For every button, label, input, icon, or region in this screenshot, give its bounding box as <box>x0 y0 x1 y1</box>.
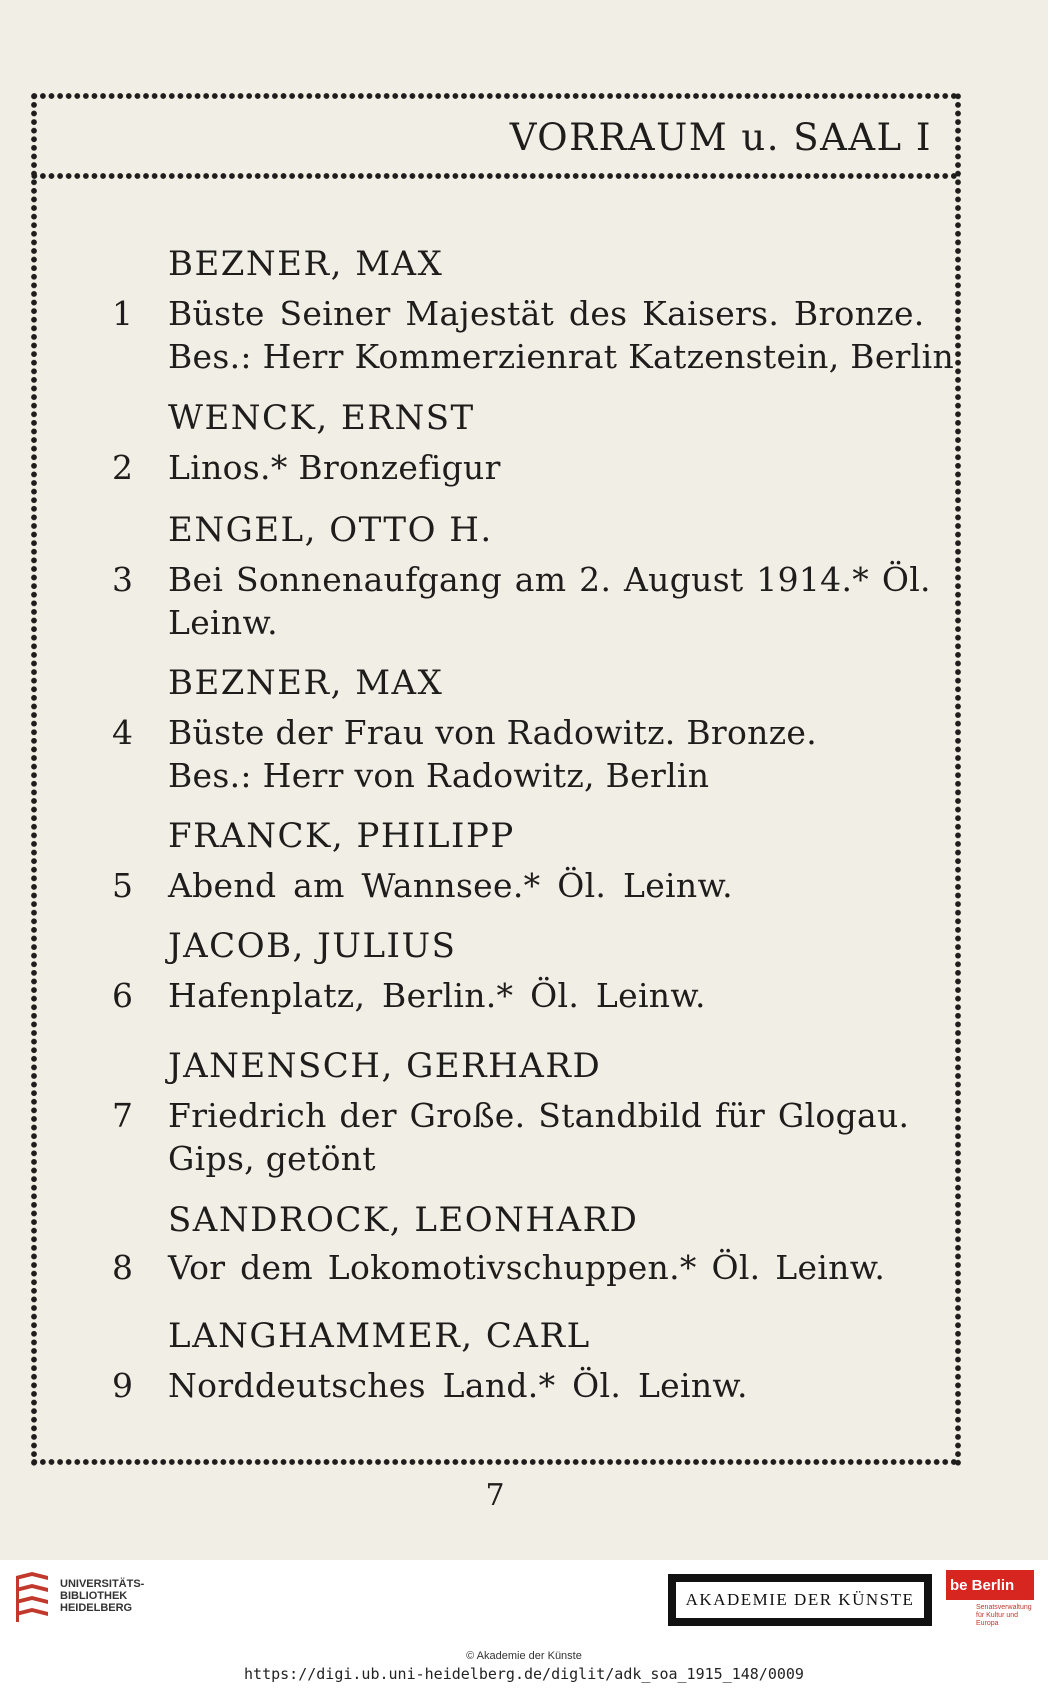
work-description: Abend am Wannsee.* Öl. Leinw. <box>168 866 733 905</box>
permalink-url[interactable]: https://digi.ub.uni-heidelberg.de/diglit/adk_soa_1915_148/0009 <box>244 1665 804 1683</box>
work-description: Bei Sonnenaufgang am 2. August 1914.* Öl. <box>168 560 931 599</box>
frame-left-dots <box>30 92 38 1466</box>
artist-name: LANGHAMMER, CARL <box>168 1316 591 1356</box>
work-material: Gips, getönt <box>168 1139 376 1178</box>
work-description: Büste Seiner Majestät des Kaisers. Bronze. <box>168 294 925 333</box>
artist-name: BEZNER, MAX <box>168 663 444 703</box>
work-description: Vor dem Lokomotivschuppen.* Öl. Leinw. <box>168 1248 886 1287</box>
be-small-line: für Kultur und Europa <box>976 1612 1019 1627</box>
catalog-number: 8 <box>112 1248 133 1287</box>
work-description: Hafenplatz, Berlin.* Öl. Leinw. <box>168 976 706 1015</box>
be-small-line: Senatsverwaltung <box>976 1604 1032 1611</box>
work-description: Friedrich der Große. Standbild für Glogau. <box>168 1096 910 1135</box>
be-berlin-label: be Berlin <box>946 1570 1034 1600</box>
artist-name: JACOB, JULIUS <box>168 926 457 966</box>
ub-heidelberg-text[interactable] <box>60 1578 144 1614</box>
senatsverwaltung-text <box>976 1604 1034 1628</box>
copyright-notice: © Akademie der Künste <box>466 1650 582 1662</box>
frame-right-dots <box>954 92 962 1466</box>
catalog-number: 3 <box>112 560 133 599</box>
ub-heidelberg-logo-icon[interactable] <box>12 1570 52 1626</box>
artist-name: ENGEL, OTTO H. <box>168 510 493 550</box>
frame-header-divider-dots <box>30 172 960 180</box>
artist-name: JANENSCH, GERHARD <box>168 1046 602 1086</box>
catalog-number: 7 <box>112 1096 133 1135</box>
be-berlin-logo[interactable] <box>946 1570 1034 1628</box>
section-title: VORRAUM u. SAAL I <box>509 116 932 159</box>
catalog-number: 1 <box>112 294 133 333</box>
ub-text-line: UNIVERSITÄTS- <box>60 1578 145 1590</box>
artist-name: FRANCK, PHILIPP <box>168 816 515 856</box>
work-description: Norddeutsches Land.* Öl. Leinw. <box>168 1366 748 1405</box>
ub-text-line: HEIDELBERG <box>60 1602 133 1614</box>
ub-text-line: BIBLIOTHEK <box>60 1590 128 1602</box>
artist-name: SANDROCK, LEONHARD <box>168 1200 639 1240</box>
catalog-number: 9 <box>112 1366 133 1405</box>
work-owner: Bes.: Herr von Radowitz, Berlin <box>168 756 710 795</box>
work-description: Büste der Frau von Radowitz. Bronze. <box>168 713 818 752</box>
artist-name: WENCK, ERNST <box>168 398 475 438</box>
catalog-number: 2 <box>112 448 133 487</box>
work-owner: Bes.: Herr Kommerzienrat Katzenstein, Berlin <box>168 337 954 376</box>
akademie-der-kuenste-logo[interactable] <box>668 1574 932 1626</box>
frame-top-dots <box>30 92 960 100</box>
artist-name: BEZNER, MAX <box>168 244 444 284</box>
page-number: 7 <box>485 1478 505 1513</box>
catalog-number: 4 <box>112 713 133 752</box>
catalog-number: 6 <box>112 976 133 1015</box>
catalog-number: 5 <box>112 866 133 905</box>
work-description-cont: Leinw. <box>168 603 278 642</box>
work-description: Linos.* Bronzefigur <box>168 448 501 487</box>
frame-bottom-dots <box>30 1458 960 1466</box>
adk-label: AKADEMIE DER KÜNSTE <box>676 1582 924 1618</box>
